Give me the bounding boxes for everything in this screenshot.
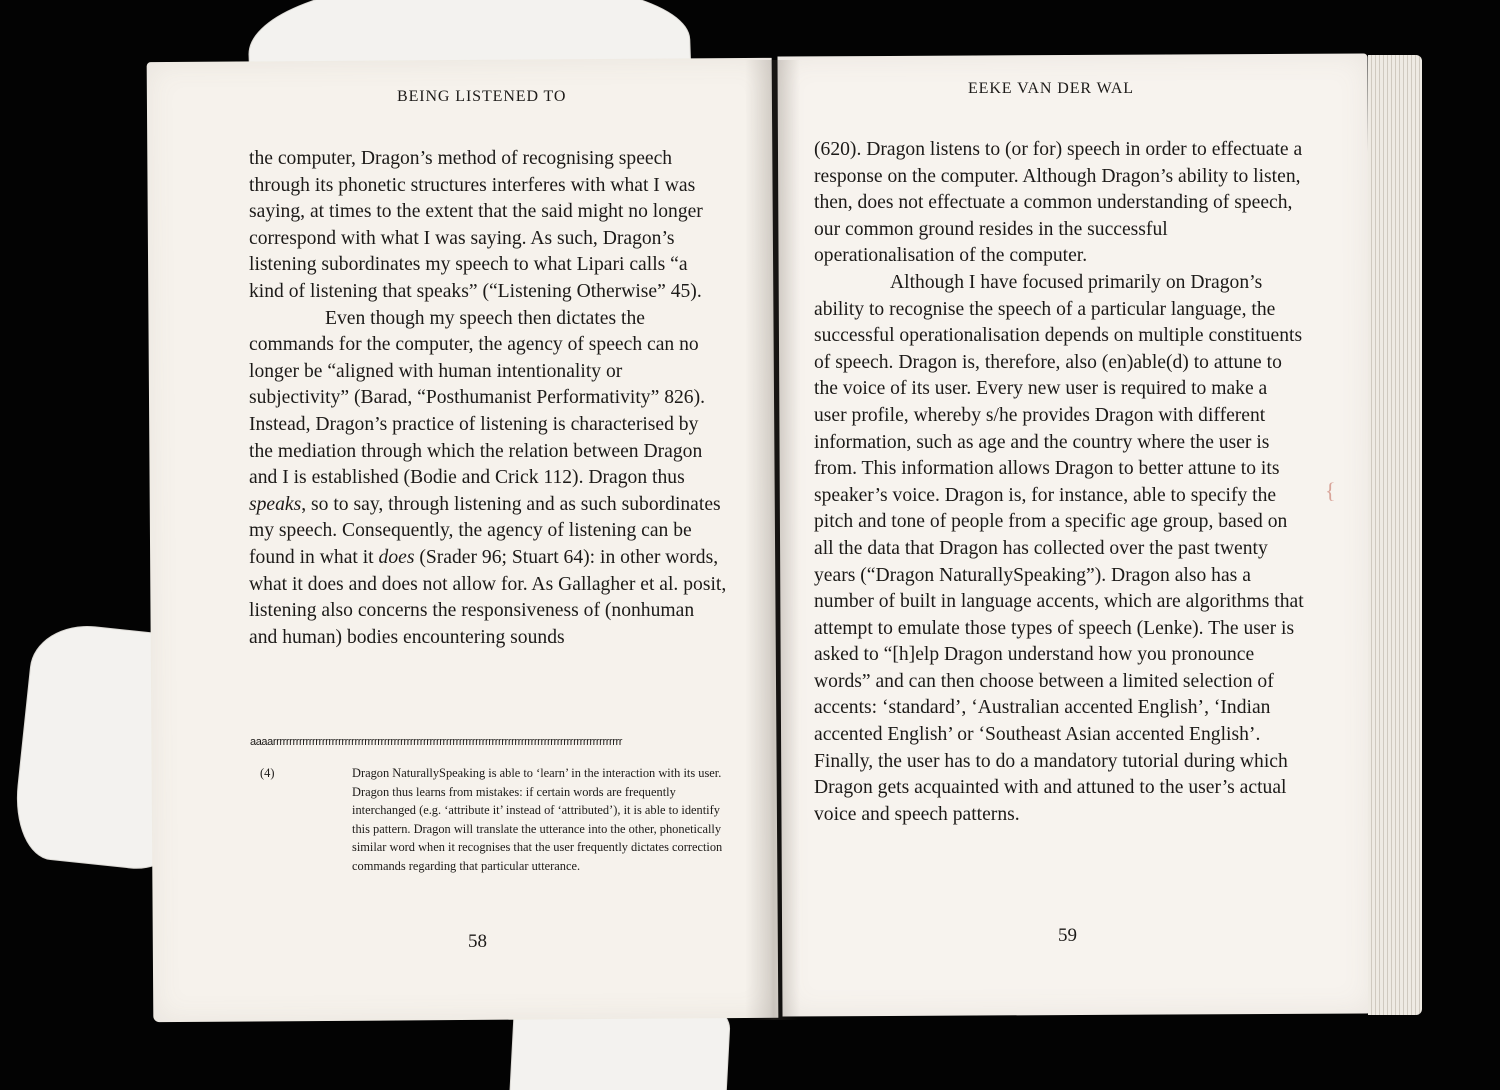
right-paragraph-1: (620). Dragon listens to (or for) speech in order to effectuate a response on the computer. Although Dragon’s ability to listen, then, does not effectuate a common understanding of speech, our common ground resides in the successful operationalisation of the computer. xyxy=(814,139,1303,267)
footnote-marker: (4) xyxy=(260,766,275,780)
left-paragraph-2-emphasis-speaks: speaks xyxy=(249,493,302,515)
left-paragraph-1: the computer, Dragon’s method of recognising speech through its phonetic structures interferes with what I was saying, at times to the extent that the said might no longer correspond with what I was saying. As such, Dragon’s listening subordinates my speech to what Lipari calls “a kind of listening that speaks” (“Listening Otherwise” 45). xyxy=(249,148,703,302)
left-paragraph-2-c: (Srader 96; Stuart 64): in other words, what it does and does not allow for. As Gallagher et al. posit, listening also concerns the responsiveness of (nonhuman and human) bodies encountering sounds xyxy=(249,546,727,648)
right-paragraph-2: Although I have focused primarily on Dragon’s ability to recognise the speech of a particular language, the successful operationalisation depends on multiple constituents of speech. Dragon is, therefore, also (en)able(d) to attune to the voice of its user. Every new user is required to make a user profile, whereby s/he provides Dragon with different information, such as age and the country where the user is from. This information allows Dragon to better attune to its speaker’s voice. Dragon is, for instance, able to specify the pitch and tone of people from a specific age group, based on all the data that Dragon has collected over the past twenty years (“Dragon NaturallySpeaking”). Dragon also has a number of built in language accents, which are algorithms that attempt to emulate those types of speech (Lenke). The user is asked to “[h]elp Dragon understand how you pronounce words” and can then choose between a limited selection of accents: ‘standard’, ‘Australian accented English’, ‘Indian accented English’ or ‘Southeast Asian accented English’. Finally, the user has to do a mandatory tutorial during which Dragon gets acquainted with and attuned to the user’s actual voice and speech patterns. xyxy=(814,271,1304,825)
left-paragraph-2-a: Even though my speech then dictates the commands for the computer, the agency of speech can no longer be “aligned with human intentionality or subjectivity” (Barad, “Posthumanist Performativity” 826). Instead, Dragon’s practice of listening is characterised by the mediation through which the relation between Dragon and I is established (Bodie and Crick 112). Dragon thus xyxy=(249,307,706,489)
left-paragraph-2 xyxy=(249,306,727,652)
footnote xyxy=(260,764,730,875)
left-paragraph-2-b: , so to say, through listening and as such subordinates my speech. Consequently, the agency of listening can be found in what it xyxy=(249,493,721,568)
running-head-right: EEKE VAN DER WAL xyxy=(968,80,1134,97)
left-paragraph-2-emphasis-does: does xyxy=(378,546,415,568)
page-number-right: 59 xyxy=(1058,925,1077,946)
footnote-text: Dragon NaturallySpeaking is able to ‘learn’ in the interaction with its user. Dragon thus learns from mistakes: if certain words are frequently interchanged (e.g. ‘attribute it’ instead of ‘attributed’), it is able to identify this pattern. Dragon will translate the utterance into the other, phonetically similar word when it recognises that the user frequently dictates correction commands regarding that particular utterance. xyxy=(352,766,723,873)
right-page-body xyxy=(814,137,1304,828)
footnote-rule: aaaarrrrrrrrrrrrrrrrrrrrrrrrrrrrrrrrrrrrrrrrrrrrrrrrrrrrrrrrrrrrrrrrrrrrrrrrrrrrrrrrrrrrrrrrrrrrrrrrrrrrrrrrrrr xyxy=(250,736,623,748)
running-head-left: BEING LISTENED TO xyxy=(397,88,567,105)
page-number-left: 58 xyxy=(468,931,487,952)
left-page-body xyxy=(249,146,727,651)
pencil-mark: { xyxy=(1325,478,1336,503)
page-edges xyxy=(1368,55,1422,1015)
